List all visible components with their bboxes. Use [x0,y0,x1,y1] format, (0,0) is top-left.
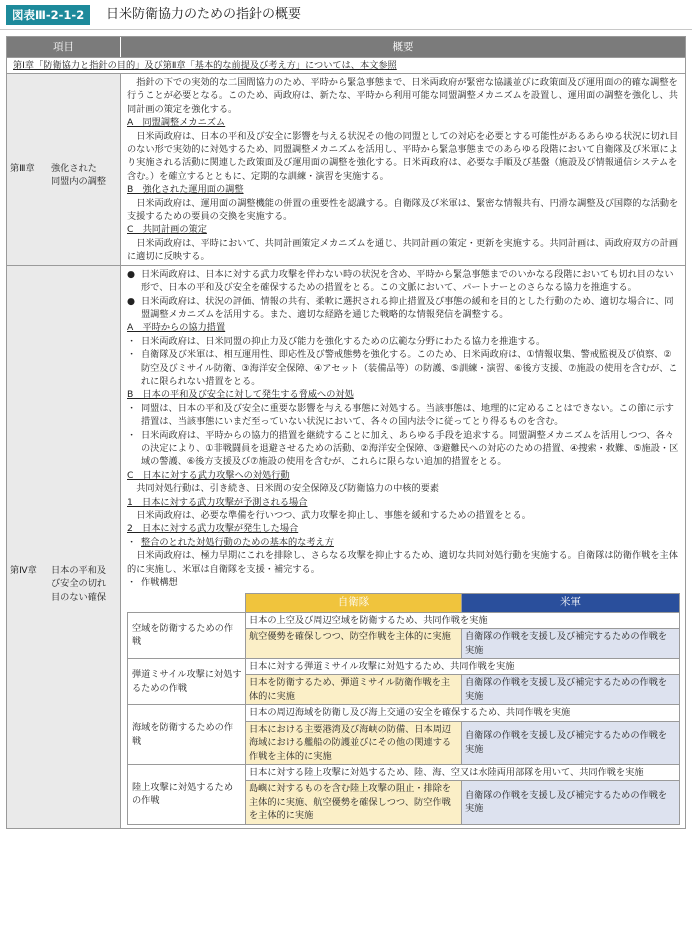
section-4-a-item-1: ・ 日米両政府は、日米同盟の抑止力及び能力を強化するための広範な分野にわたる協力を推進する。 [127,335,546,347]
section-3-name: 強化された 同盟内の調整 [51,163,107,188]
operation-name: 弾道ミサイル攻撃に対処するための作戦 [128,659,246,705]
section-3-c-title: C 共同計画の策定 [127,224,207,236]
section-4-b-title: B 日本の平和及び安全に対して発生する脅威への対処 [127,389,354,401]
section-4-b-item-1: ・ 同盟は、日本の平和及び安全に重要な影響を与える事態に対処する。当該事態は、地理的に定めることはできない。この節に示す措置は、当該事態にいまだ至っていない状況において、各々の国内法令に従ってとり得るものを含む。 [127,402,674,428]
header-us-forces: 米軍 [462,594,680,612]
operation-jsdf-role: 日本を防衛するため、弾道ミサイル防衛作戦を主体的に実施 [246,675,462,705]
operation-jsdf-role: 島嶼に対するものを含む陸上攻撃の阻止・排除を主体的に実施、航空優勢を確保しつつ、防空作戦を主体的に実施 [246,781,462,824]
operation-name: 海域を防衛するための作戦 [128,705,246,765]
operation-jsdf-role: 日本における主要港湾及び海峡の防備、日本周辺海域における艦船の防護並びにその他の関連する作戦を主体的に実施 [246,721,462,764]
section-4-label-cell [7,266,121,828]
dot-icon: ・ [127,577,137,589]
section-4-c-text: 共同対処行動は、引き続き、日米間の安全保障及び防衛協力の中核的要素 [136,483,440,495]
operation-us-role: 自衛隊の作戦を支援し及び補完するための作戦を実施 [462,781,680,824]
operation-concept-label: ・ 作戦構想 [127,577,178,589]
reference-row [7,57,685,73]
section-4-bullet-2: ● 日米両政府は、状況の評価、情報の共有、柔軟に選択される抑止措置及び事態の緩和を目的とした行動のため、適切な場合に、同盟調整メカニズムを活用する。また、適切な経路を通じた戦略的な情報発信を調整する。 [127,295,674,320]
operation-common: 日本に対する弾道ミサイル攻撃に対処するため、共同作戦を実施 [246,659,680,675]
operation-row-ground [128,764,680,780]
section-4-name: 日本の平和及 び安全の切れ 目のない確保 [51,564,107,603]
bullet-icon: ● [127,295,136,307]
section-4-c2-subtitle: ・ 整合のとれた対処行動のための基本的な考え方 [127,536,334,548]
guidelines-table [6,36,686,829]
section-4-c2-title: 2 日本に対する武力攻撃が発生した場合 [127,523,299,535]
header-item: 項目 [7,37,121,57]
section-3-chapter: 第Ⅲ章 [10,163,35,174]
section-4-body [121,266,686,828]
operation-name: 空域を防衛するための作戦 [128,612,246,658]
operation-common: 日本の上空及び周辺空域を防衛するため、共同作戦を実施 [246,612,680,628]
operation-common: 日本に対する陸上攻撃に対処するため、陸、海、空又は水陸両用部隊を用いて、共同作戦を実施 [246,764,680,780]
figure-title: 日米防衛協力のための指針の概要 [106,7,302,22]
section-4-a-item-2: ・ 自衛隊及び米軍は、相互運用性、即応性及び警戒態勢を強化する。このため、日米両政府は、①情報収集、警戒監視及び偵察、②防空及びミサイル防衛、③海洋安全保障、④アセット（装備品等）の防護、⑤訓練・演習、⑥後方支援、⑦施設の使用を含むが、これに限られない措置をとる。 [127,349,678,387]
operation-common: 日本の周辺海域を防衛し及び海上交通の安全を確保するため、共同作戦を実施 [246,705,680,721]
operation-us-role: 自衛隊の作戦を支援し及び補完するための作戦を実施 [462,629,680,659]
operation-row-maritime [128,705,680,721]
section-4-c-title: C 日本に対する武力攻撃への対処行動 [127,469,290,481]
section-4-bullet-1: ● 日米両政府は、日本に対する武力攻撃を伴わない時の状況を含め、平時から緊急事態までのいかなる段階においても切れ目のない形で、日本の平和及び安全を確保するための措置をとる。この文脈において、パートナーとのさらなる協力を推進する。 [127,268,674,294]
header-summary: 概要 [392,41,414,53]
dot-icon: ・ [127,349,137,361]
section-3-c-text: 日米両政府は、平時において、共同計画策定メカニズムを通じ、共同計画の策定・更新を実施する。共同計画は、両政府双方の計画に適切に反映する。 [127,237,679,263]
dot-icon: ・ [127,402,137,414]
dot-icon: ・ [127,335,137,347]
section-4-c1-text: 日米両政府は、必要な準備を行いつつ、武力攻撃を抑止し、事態を緩和するための措置をとる。 [136,510,531,521]
header-jsdf: 自衛隊 [246,594,462,612]
operation-row-airspace [128,612,680,628]
section-4-c1-title: 1 日本に対する武力攻撃が予測される場合 [127,496,308,508]
figure-label: 図表Ⅲ-2-1-2 [6,5,90,25]
bullet-icon: ● [127,268,136,280]
section-4-b-item-2: ・ 日米両政府は、平時からの協力的措置を継続することに加え、あらゆる手段を追求する。同盟調整メカニズムを活用しつつ、各々の決定により、①非戦闘員を退避させるための活動、②海洋安全保障、③避難民への対応のための措置、④捜索・救難、⑤施設・区域の警護、⑥後方支援及び⑦施設の使用を含むが、これらに限らない追加的措置をとる。 [127,429,679,468]
section-4-c2-text: 日米両政府は、極力早期にこれを排除し、さらなる攻撃を抑止するため、適切な共同対処行動を実施する。自衛隊は防衛作戦を主体的に実施し、米軍は自衛隊を支援・補完する。 [127,550,678,575]
section-3-body [121,74,685,265]
operation-jsdf-role: 航空優勢を確保しつつ、防空作戦を主体的に実施 [246,629,462,659]
operation-us-role: 自衛隊の作戦を支援し及び補完するための作戦を実施 [462,721,680,764]
operations-header-row [128,594,680,612]
section-4-row [7,265,685,828]
section-3-intro: 指針の下での実効的な二国間協力のため、平時から緊急事態まで、日米両政府が緊密な協議並びに政策面及び運用面の的確な調整を行うことが必要となる。このため、両政府は、新たな、平時から利用可能な同盟調整メカニズムを設置し、運用面の調整を強化し、共同計画の策定を強化する。 [127,77,678,115]
section-3-a-title: A 同盟調整メカニズム [127,117,226,129]
operation-us-role: 自衛隊の作戦を支援し及び補完するための作戦を実施 [462,675,680,705]
dot-icon: ・ [127,429,137,441]
section-3-b-text: 日米両政府は、運用面の調整機能の併置の重要性を認識する。自衛隊及び米軍は、緊密な情報共有、円滑な調整及び国際的な活動を支援するための要員の交換を実施する。 [127,197,679,223]
operation-name: 陸上攻撃に対処するための作戦 [128,764,246,824]
section-3-b-title: B 強化された運用面の調整 [127,184,244,196]
section-3-label-cell [7,74,121,265]
table-header-row [7,37,685,57]
dot-icon: ・ [127,536,137,548]
section-3-a-text: 日米両政府は、日本の平和及び安全に影響を与える状況その他の同盟としての対応を必要とする可能性があるあらゆる状況に切れ目のない形で実効的に対処するため、同盟調整メカニズムを活用し、平時から緊急事態までのあらゆる段階において自衛隊及び米軍により実施される活動に関連した政策面及び運用面の調整を強化する。日米両政府は、必要な手順及び基盤（施設及び情報通信システムを含む。）を確立するとともに、定期的な訓練・演習を実施する。 [127,130,679,182]
section-4-a-title: A 平時からの協力措置 [127,322,226,334]
operations-header-blank [128,594,246,612]
section-3-row [7,73,685,265]
operations-table [127,593,680,824]
figure-header [0,0,692,30]
section-4-chapter: 第Ⅳ章 [10,564,37,576]
reference-text: 第Ⅰ章「防衛協力と指針の目的」及び第Ⅱ章「基本的な前提及び考え方」については、本文参照 [13,60,397,71]
operation-row-missile [128,659,680,675]
